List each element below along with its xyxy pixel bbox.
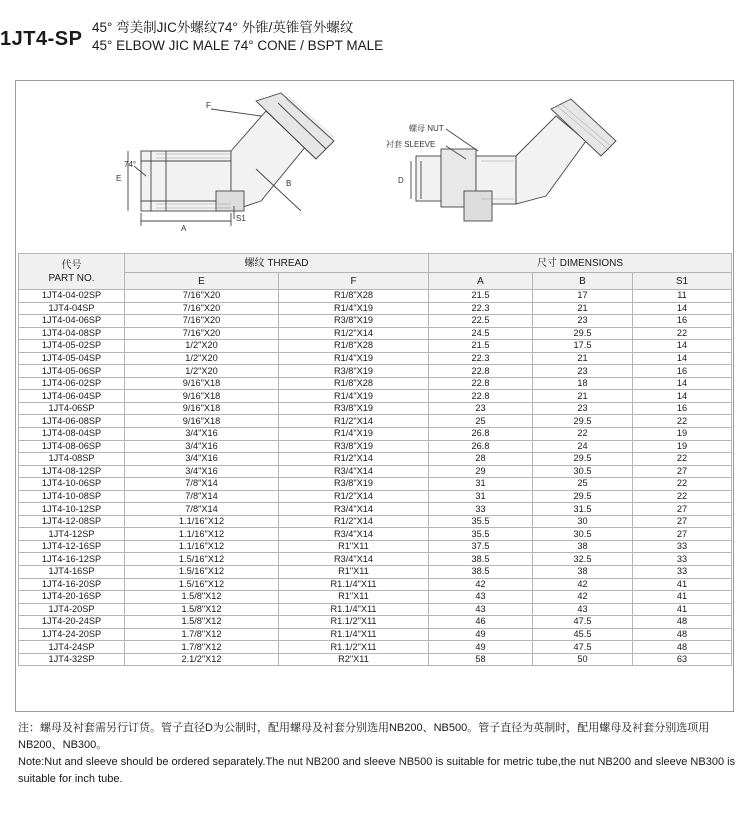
dim-b-cell: 17.5	[533, 340, 633, 353]
dim-b-cell: 43	[533, 603, 633, 616]
technical-drawing	[16, 81, 733, 251]
dim-s1-cell: 22	[633, 327, 732, 340]
thread-f-cell: R3/4"X14	[279, 465, 429, 478]
dim-b-cell: 47.5	[533, 616, 633, 629]
thread-e-cell: 3/4"X16	[125, 428, 279, 441]
part-no-cell: 1JT4-06-08SP	[19, 415, 125, 428]
dim-a-cell: 26.8	[429, 440, 533, 453]
dim-s1-cell: 22	[633, 453, 732, 466]
thread-e-cell: 1.5/8"X12	[125, 591, 279, 604]
dim-b-cell: 45.5	[533, 628, 633, 641]
table-row	[19, 478, 732, 491]
dim-a-cell: 22.5	[429, 315, 533, 328]
dim-s1-cell: 22	[633, 415, 732, 428]
table-row	[19, 440, 732, 453]
part-no-header-cn: 代号	[61, 259, 82, 271]
table-row	[19, 566, 732, 579]
thread-f-cell: R3/4"X14	[279, 528, 429, 541]
title-chinese: 45° 弯美制JIC外螺纹74° 外锥/英锥管外螺纹	[92, 20, 354, 35]
part-no-cell: 1JT4-04-06SP	[19, 315, 125, 328]
thread-f-cell: R1/2"X14	[279, 415, 429, 428]
part-no-cell: 1JT4-12-16SP	[19, 540, 125, 553]
table-row	[19, 302, 732, 315]
dim-b-cell: 38	[533, 540, 633, 553]
thread-e-cell: 9/16"X18	[125, 415, 279, 428]
dim-a-cell: 21.5	[429, 340, 533, 353]
part-no-cell: 1JT4-16-20SP	[19, 578, 125, 591]
dim-s1-cell: 14	[633, 390, 732, 403]
thread-f-cell: R3/8"X19	[279, 440, 429, 453]
thread-e-cell: 7/16"X20	[125, 315, 279, 328]
thread-e-cell: 1.7/8"X12	[125, 641, 279, 654]
dim-s1-cell: 27	[633, 528, 732, 541]
table-row	[19, 327, 732, 340]
thread-f-cell: R1/8"X28	[279, 340, 429, 353]
thread-e-cell: 9/16"X18	[125, 402, 279, 415]
dim-b-cell: 21	[533, 352, 633, 365]
thread-e-cell: 1/2"X20	[125, 352, 279, 365]
dimensions-table	[18, 253, 732, 666]
thread-f-cell: R1.1/4"X11	[279, 578, 429, 591]
dim-b-cell: 42	[533, 591, 633, 604]
dim-s1-cell: 14	[633, 340, 732, 353]
dim-s1-cell: 22	[633, 478, 732, 491]
dim-b-cell: 21	[533, 390, 633, 403]
thread-e-cell: 3/4"X16	[125, 465, 279, 478]
dim-s1-cell: 27	[633, 503, 732, 516]
thread-e-cell: 7/16"X20	[125, 302, 279, 315]
thread-f-cell: R1/4"X19	[279, 428, 429, 441]
dim-s1-cell: 48	[633, 628, 732, 641]
part-no-cell: 1JT4-05-04SP	[19, 352, 125, 365]
product-code: 1JT4-SP	[0, 28, 83, 50]
dim-b-cell: 30.5	[533, 465, 633, 478]
thread-f-cell: R3/8"X19	[279, 402, 429, 415]
thread-f-cell: R1/2"X14	[279, 327, 429, 340]
thread-f-cell: R1/2"X14	[279, 453, 429, 466]
dim-b-cell: 29.5	[533, 415, 633, 428]
table-row	[19, 340, 732, 353]
thread-e-cell: 7/8"X14	[125, 490, 279, 503]
thread-e-cell: 3/4"X16	[125, 440, 279, 453]
thread-f-cell: R1.1/4"X11	[279, 628, 429, 641]
dim-s1-cell: 63	[633, 653, 732, 666]
table-row	[19, 515, 732, 528]
table-row	[19, 553, 732, 566]
part-no-cell: 1JT4-10-08SP	[19, 490, 125, 503]
col-b-header: B	[533, 273, 633, 290]
dim-a-cell: 22.8	[429, 365, 533, 378]
table-row	[19, 641, 732, 654]
dim-b-cell: 29.5	[533, 490, 633, 503]
thread-f-cell: R1/4"X19	[279, 390, 429, 403]
table-row	[19, 377, 732, 390]
thread-f-cell: R1.1/2"X11	[279, 641, 429, 654]
dim-a-cell: 31	[429, 490, 533, 503]
part-no-cell: 1JT4-16SP	[19, 566, 125, 579]
dim-b-cell: 29.5	[533, 327, 633, 340]
thread-f-cell: R1"X11	[279, 591, 429, 604]
part-no-cell: 1JT4-05-06SP	[19, 365, 125, 378]
dim-b-cell: 24	[533, 440, 633, 453]
dim-s1-cell: 16	[633, 402, 732, 415]
part-no-cell: 1JT4-08-06SP	[19, 440, 125, 453]
table-row	[19, 603, 732, 616]
dim-b-cell: 23	[533, 315, 633, 328]
note-english: Note:Nut and sleeve should be ordered separately.The nut NB200 and sleeve NB500 is suitable for metric tube,the nut NB200 and sleeve NB300 is suitable for inch tube.	[18, 756, 736, 785]
table-row	[19, 390, 732, 403]
part-no-cell: 1JT4-08-04SP	[19, 428, 125, 441]
dim-b-cell: 30.5	[533, 528, 633, 541]
dim-a-cell: 26.8	[429, 428, 533, 441]
part-no-cell: 1JT4-04-02SP	[19, 290, 125, 303]
table-row	[19, 503, 732, 516]
dim-a-cell: 35.5	[429, 515, 533, 528]
col-f-header: F	[279, 273, 429, 290]
part-no-cell: 1JT4-08SP	[19, 453, 125, 466]
part-no-cell: 1JT4-20-16SP	[19, 591, 125, 604]
dim-a-cell: 25	[429, 415, 533, 428]
thread-f-cell: R3/8"X19	[279, 478, 429, 491]
dim-a-cell: 21.5	[429, 290, 533, 303]
thread-e-cell: 7/16"X20	[125, 290, 279, 303]
dim-a-cell: 22.3	[429, 302, 533, 315]
label-nut: 螺母 NUT	[409, 124, 444, 133]
dim-s1-cell: 33	[633, 540, 732, 553]
dim-s1-cell: 16	[633, 365, 732, 378]
dim-a-cell: 31	[429, 478, 533, 491]
thread-e-cell: 1.7/8"X12	[125, 628, 279, 641]
part-no-cell: 1JT4-24-20SP	[19, 628, 125, 641]
dim-s1-cell: 19	[633, 440, 732, 453]
dim-b-cell: 29.5	[533, 453, 633, 466]
dim-s1-cell: 16	[633, 315, 732, 328]
table-row	[19, 490, 732, 503]
dim-a-cell: 43	[429, 603, 533, 616]
part-no-cell: 1JT4-20-24SP	[19, 616, 125, 629]
dim-b-cell: 18	[533, 377, 633, 390]
table-row	[19, 453, 732, 466]
thread-f-cell: R3/8"X19	[279, 315, 429, 328]
label-e: E	[116, 174, 122, 183]
dim-a-cell: 22.8	[429, 390, 533, 403]
thread-e-cell: 3/4"X16	[125, 453, 279, 466]
table-row	[19, 540, 732, 553]
label-angle: 74°	[124, 160, 137, 169]
thread-f-cell: R1/4"X19	[279, 302, 429, 315]
thread-e-cell: 1/2"X20	[125, 340, 279, 353]
thread-e-cell: 1.5/16"X12	[125, 578, 279, 591]
dim-a-cell: 49	[429, 641, 533, 654]
part-no-cell: 1JT4-04-08SP	[19, 327, 125, 340]
thread-f-cell: R2"X11	[279, 653, 429, 666]
label-s1: S1	[236, 214, 246, 223]
thread-e-cell: 1.1/16"X12	[125, 528, 279, 541]
spec-frame	[15, 80, 734, 712]
dim-b-cell: 22	[533, 428, 633, 441]
thread-f-cell: R1"X11	[279, 540, 429, 553]
part-no-header-en: PART NO.	[48, 272, 95, 284]
dim-s1-cell: 27	[633, 465, 732, 478]
part-no-cell: 1JT4-16-12SP	[19, 553, 125, 566]
part-no-header	[19, 254, 125, 290]
thread-e-cell: 1.5/16"X12	[125, 566, 279, 579]
thread-e-cell: 1.5/8"X12	[125, 616, 279, 629]
dim-s1-cell: 22	[633, 490, 732, 503]
col-a-header: A	[429, 273, 533, 290]
dim-b-cell: 42	[533, 578, 633, 591]
dim-s1-cell: 48	[633, 641, 732, 654]
thread-e-cell: 1.1/16"X12	[125, 515, 279, 528]
thread-f-cell: R3/4"X14	[279, 503, 429, 516]
dim-a-cell: 43	[429, 591, 533, 604]
dim-a-cell: 49	[429, 628, 533, 641]
table-row	[19, 365, 732, 378]
col-s1-header: S1	[633, 273, 732, 290]
table-row	[19, 290, 732, 303]
dim-a-cell: 37.5	[429, 540, 533, 553]
part-no-cell: 1JT4-32SP	[19, 653, 125, 666]
part-no-cell: 1JT4-10-06SP	[19, 478, 125, 491]
thread-e-cell: 7/16"X20	[125, 327, 279, 340]
dim-b-cell: 31.5	[533, 503, 633, 516]
thread-e-cell: 1.5/8"X12	[125, 603, 279, 616]
dim-s1-cell: 33	[633, 566, 732, 579]
thread-e-cell: 2.1/2"X12	[125, 653, 279, 666]
thread-e-cell: 1.1/16"X12	[125, 540, 279, 553]
title-english: 45° ELBOW JIC MALE 74° CONE / BSPT MALE	[92, 38, 384, 53]
table-row	[19, 653, 732, 666]
part-no-cell: 1JT4-12-08SP	[19, 515, 125, 528]
label-a: A	[181, 224, 187, 233]
table-row	[19, 616, 732, 629]
thread-f-cell: R3/8"X19	[279, 365, 429, 378]
thread-f-cell: R1/8"X28	[279, 377, 429, 390]
dim-a-cell: 38.5	[429, 553, 533, 566]
dim-b-cell: 23	[533, 365, 633, 378]
dim-a-cell: 46	[429, 616, 533, 629]
table-row	[19, 402, 732, 415]
dim-a-cell: 23	[429, 402, 533, 415]
label-sleeve: 衬套 SLEEVE	[386, 140, 436, 149]
part-no-cell: 1JT4-06SP	[19, 402, 125, 415]
dim-a-cell: 35.5	[429, 528, 533, 541]
dim-s1-cell: 41	[633, 603, 732, 616]
table-row	[19, 528, 732, 541]
label-b: B	[286, 179, 292, 188]
thread-e-cell: 7/8"X14	[125, 478, 279, 491]
dim-s1-cell: 14	[633, 377, 732, 390]
dim-a-cell: 22.8	[429, 377, 533, 390]
part-no-cell: 1JT4-08-12SP	[19, 465, 125, 478]
thread-f-cell: R1"X11	[279, 566, 429, 579]
dim-a-cell: 29	[429, 465, 533, 478]
table-body	[19, 290, 732, 666]
dim-a-cell: 42	[429, 578, 533, 591]
part-no-cell: 1JT4-24SP	[19, 641, 125, 654]
dim-b-cell: 23	[533, 402, 633, 415]
part-no-cell: 1JT4-20SP	[19, 603, 125, 616]
dim-a-cell: 38.5	[429, 566, 533, 579]
dim-b-cell: 50	[533, 653, 633, 666]
dim-s1-cell: 14	[633, 302, 732, 315]
dim-a-cell: 24.5	[429, 327, 533, 340]
table-row	[19, 628, 732, 641]
dim-a-cell: 33	[429, 503, 533, 516]
thread-f-cell: R3/4"X14	[279, 553, 429, 566]
dim-b-cell: 38	[533, 566, 633, 579]
table-row	[19, 465, 732, 478]
thread-header: 螺纹 THREAD	[125, 254, 429, 273]
thread-e-cell: 7/8"X14	[125, 503, 279, 516]
dim-s1-cell: 41	[633, 578, 732, 591]
dimensions-header: 尺寸 DIMENSIONS	[429, 254, 732, 273]
dim-b-cell: 30	[533, 515, 633, 528]
dim-s1-cell: 19	[633, 428, 732, 441]
dim-s1-cell: 33	[633, 553, 732, 566]
thread-e-cell: 9/16"X18	[125, 390, 279, 403]
part-no-cell: 1JT4-06-04SP	[19, 390, 125, 403]
table-row	[19, 578, 732, 591]
part-no-cell: 1JT4-12SP	[19, 528, 125, 541]
table-row	[19, 428, 732, 441]
dim-s1-cell: 41	[633, 591, 732, 604]
thread-f-cell: R1/2"X14	[279, 515, 429, 528]
part-no-cell: 1JT4-06-02SP	[19, 377, 125, 390]
part-no-cell: 1JT4-10-12SP	[19, 503, 125, 516]
dim-s1-cell: 14	[633, 352, 732, 365]
table-row	[19, 352, 732, 365]
dim-s1-cell: 48	[633, 616, 732, 629]
table-row	[19, 415, 732, 428]
dim-b-cell: 17	[533, 290, 633, 303]
dim-a-cell: 58	[429, 653, 533, 666]
dim-b-cell: 21	[533, 302, 633, 315]
dim-b-cell: 32.5	[533, 553, 633, 566]
note-chinese: 注：螺母及衬套需另行订货。管子直径D为公制时，配用螺母及衬套分别选用NB200、NB500。管子直径为英制时，配用螺母及衬套分别选项用NB200、NB300。	[18, 722, 710, 751]
dim-b-cell: 47.5	[533, 641, 633, 654]
thread-f-cell: R1.1/4"X11	[279, 603, 429, 616]
dim-a-cell: 28	[429, 453, 533, 466]
label-d: D	[398, 176, 404, 185]
table-row	[19, 591, 732, 604]
thread-f-cell: R1.1/2"X11	[279, 616, 429, 629]
part-no-cell: 1JT4-05-02SP	[19, 340, 125, 353]
thread-e-cell: 1/2"X20	[125, 365, 279, 378]
thread-f-cell: R1/8"X28	[279, 290, 429, 303]
dim-s1-cell: 27	[633, 515, 732, 528]
thread-f-cell: R1/4"X19	[279, 352, 429, 365]
thread-e-cell: 9/16"X18	[125, 377, 279, 390]
table-row	[19, 315, 732, 328]
part-no-cell: 1JT4-04SP	[19, 302, 125, 315]
col-e-header: E	[125, 273, 279, 290]
dim-s1-cell: 11	[633, 290, 732, 303]
thread-e-cell: 1.5/16"X12	[125, 553, 279, 566]
label-f: F	[206, 101, 211, 110]
dim-b-cell: 25	[533, 478, 633, 491]
dim-a-cell: 22.3	[429, 352, 533, 365]
thread-f-cell: R1/2"X14	[279, 490, 429, 503]
